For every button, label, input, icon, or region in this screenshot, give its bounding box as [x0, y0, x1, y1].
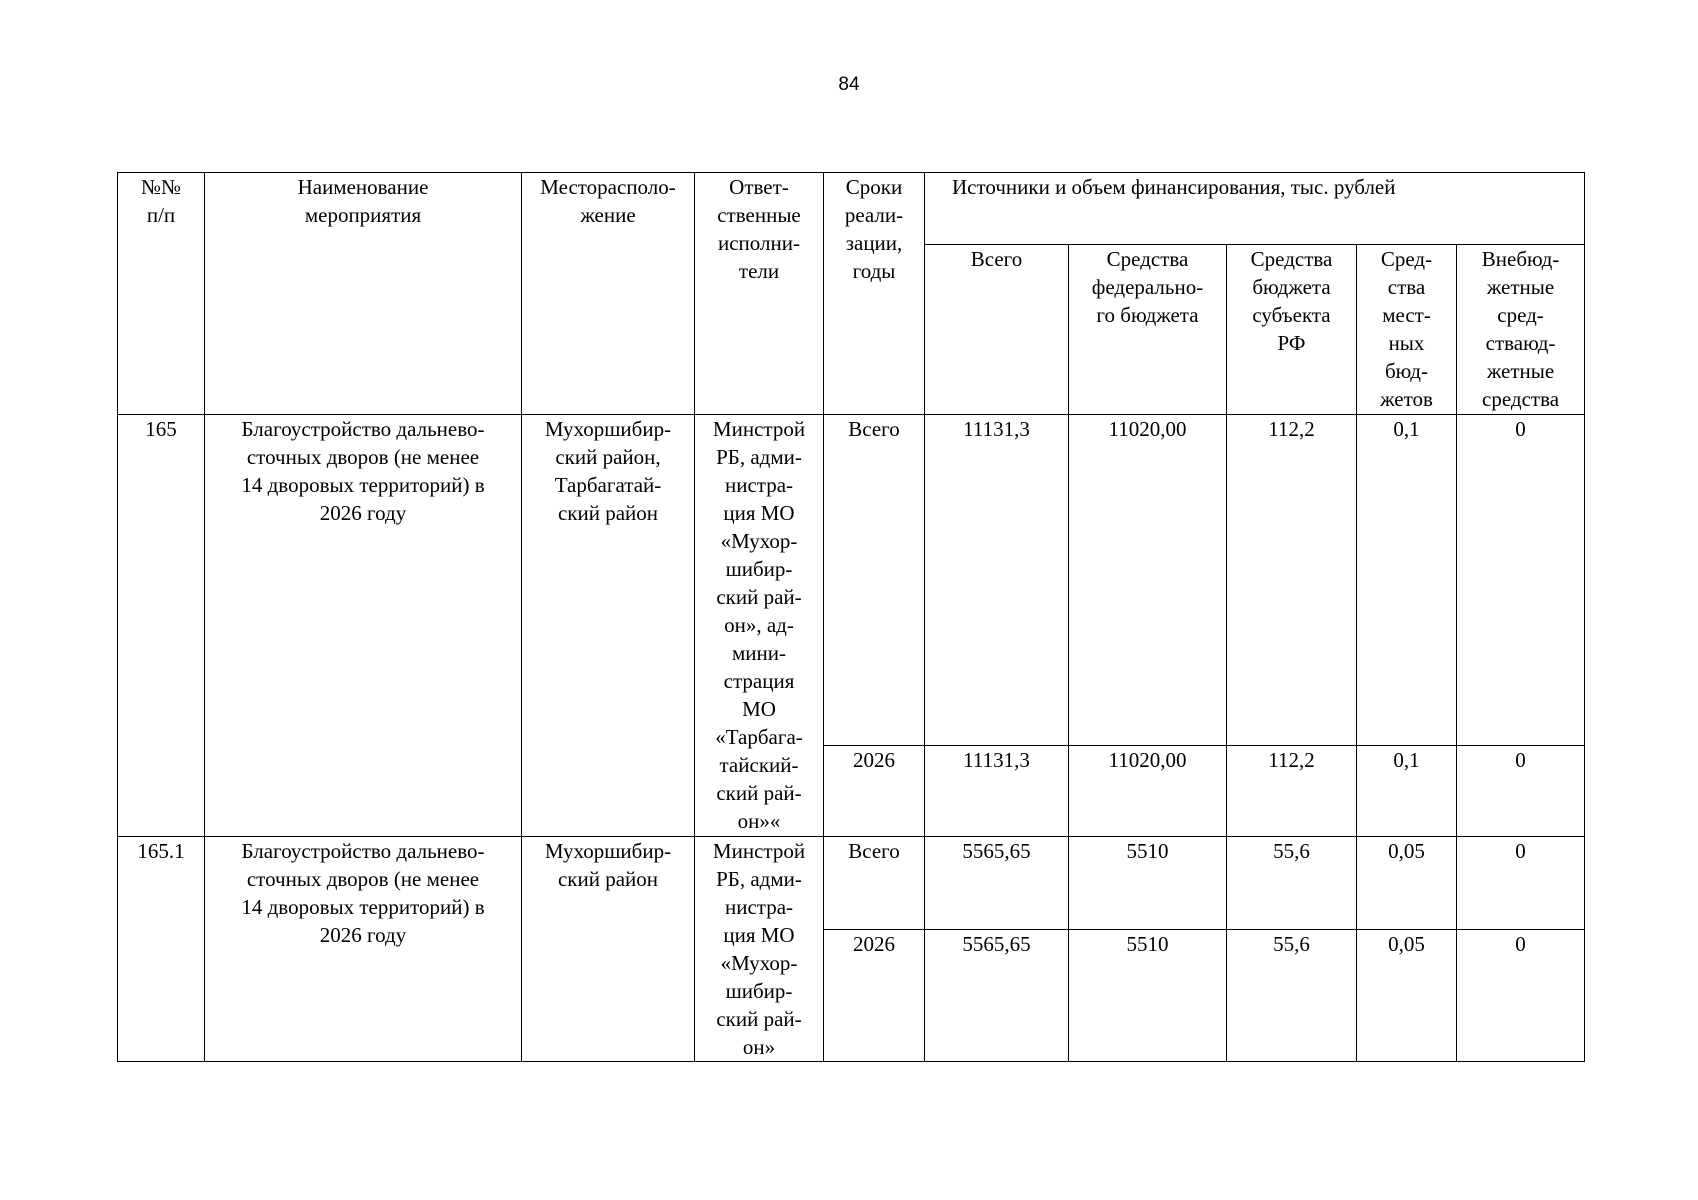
- entry-name: Благоустройство дальнево- сточных дворов (не менее 14 дворовых территорий) в 2026 году: [205, 415, 522, 837]
- entry-term: 2026: [824, 746, 925, 837]
- table-row: [118, 837, 1585, 930]
- entry-local: 0,1: [1357, 746, 1457, 837]
- entry-total: 11131,3: [925, 746, 1069, 837]
- entry-location: Мухоршибир- ский район: [522, 837, 695, 1062]
- entry-subject: 112,2: [1227, 746, 1357, 837]
- entry-federal: 5510: [1069, 837, 1227, 930]
- header-num: №№ п/п: [118, 173, 205, 415]
- entry-term: 2026: [824, 930, 925, 1062]
- entry-location: Мухоршибир- ский район, Тарбагатай- ский район: [522, 415, 695, 837]
- header-offbudget: Внебюд- жетные сред- стваюд- жетные средства: [1457, 245, 1585, 415]
- entry-term: Всего: [824, 415, 925, 746]
- entry-num: 165: [118, 415, 205, 837]
- entry-subject: 112,2: [1227, 415, 1357, 746]
- entry-federal: 5510: [1069, 930, 1227, 1062]
- entry-num: 165.1: [118, 837, 205, 1062]
- entry-offbudget: 0: [1457, 746, 1585, 837]
- entry-federal: 11020,00: [1069, 746, 1227, 837]
- header-terms: Сроки реали- зации, годы: [824, 173, 925, 415]
- header-federal: Средства федерально- го бюджета: [1069, 245, 1227, 415]
- entry-total: 5565,65: [925, 837, 1069, 930]
- entry-offbudget: 0: [1457, 837, 1585, 930]
- header-location: Месторасполо- жение: [522, 173, 695, 415]
- header-responsible: Ответ- ственные исполни- тели: [695, 173, 824, 415]
- header-local: Сред- ства мест- ных бюд- жетов: [1357, 245, 1457, 415]
- entry-federal: 11020,00: [1069, 415, 1227, 746]
- entry-total: 11131,3: [925, 415, 1069, 746]
- header-subject: Средства бюджета субъекта РФ: [1227, 245, 1357, 415]
- table-row: [118, 415, 1585, 746]
- financing-table: [117, 172, 1585, 1062]
- header-sources: Источники и объем финансирования, тыс. рублей: [925, 173, 1585, 245]
- header-name: Наименование мероприятия: [205, 173, 522, 415]
- header-total: Всего: [925, 245, 1069, 415]
- entry-offbudget: 0: [1457, 415, 1585, 746]
- page-number: 84: [838, 74, 860, 95]
- entry-local: 0,05: [1357, 837, 1457, 930]
- entry-term: Всего: [824, 837, 925, 930]
- entry-local: 0,05: [1357, 930, 1457, 1062]
- entry-responsible: Минстрой РБ, адми- нистра- ция МО «Мухор- шибир- ский рай- он», ад- мини- страция МО «Тарбага- тайский- ский рай- он»«: [695, 415, 824, 837]
- entry-subject: 55,6: [1227, 837, 1357, 930]
- entry-subject: 55,6: [1227, 930, 1357, 1062]
- entry-responsible: Минстрой РБ, адми- нистра- ция МО «Мухор- шибир- ский рай- он»: [695, 837, 824, 1062]
- entry-total: 5565,65: [925, 930, 1069, 1062]
- entry-local: 0,1: [1357, 415, 1457, 746]
- entry-offbudget: 0: [1457, 930, 1585, 1062]
- entry-name: Благоустройство дальнево- сточных дворов (не менее 14 дворовых территорий) в 2026 году: [205, 837, 522, 1062]
- header-row-1: [118, 173, 1585, 245]
